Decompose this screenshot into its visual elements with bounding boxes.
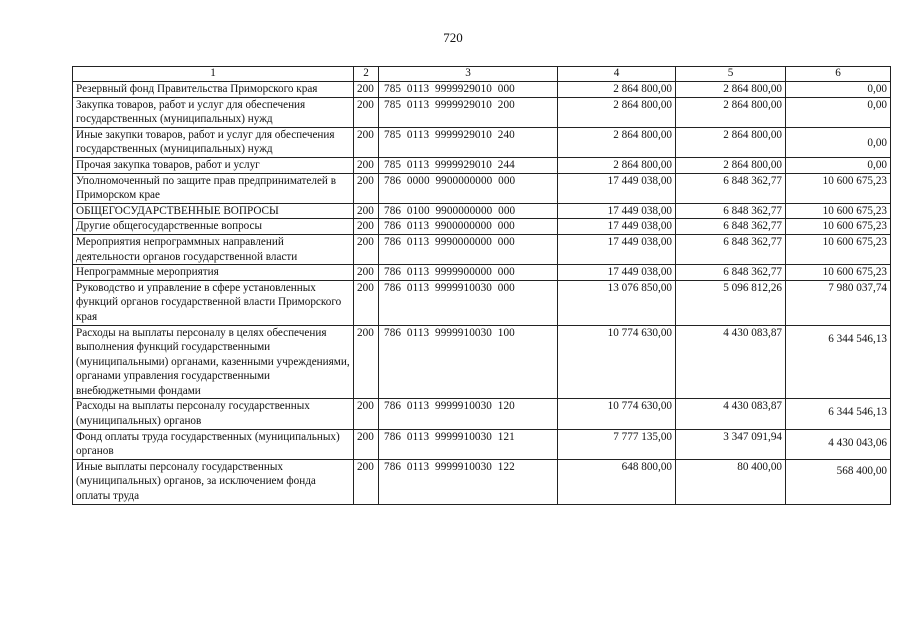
- row-code: 786 0113 9999910030 120: [379, 399, 558, 429]
- header-col-1: 1: [73, 67, 354, 82]
- row-col4: 10 774 630,00: [558, 399, 676, 429]
- row-col4: 10 774 630,00: [558, 325, 676, 399]
- row-code: 786 0000 9900000000 000: [379, 173, 558, 203]
- table-row: [73, 82, 891, 98]
- row-code: 785 0113 9999929010 000: [379, 82, 558, 98]
- row-col6: 10 600 675,23: [786, 173, 891, 203]
- row-section: 200: [354, 203, 379, 219]
- row-col6: 7 980 037,74: [786, 280, 891, 325]
- row-code: 786 0113 9999910030 000: [379, 280, 558, 325]
- row-col6: 0,00: [786, 82, 891, 98]
- row-name: Прочая закупка товаров, работ и услуг: [73, 157, 354, 173]
- row-section: 200: [354, 280, 379, 325]
- table-row: [73, 234, 891, 264]
- row-name: Другие общегосударственные вопросы: [73, 219, 354, 235]
- row-col5: 2 864 800,00: [676, 157, 786, 173]
- table-row: [73, 173, 891, 203]
- row-name: Расходы на выплаты персоналу в целях обеспечения выполнения функций государственными (муниципальными) органами, казенными учреждениями, органами управления государственными внебюджетными фондами: [73, 325, 354, 399]
- row-col6: 6 344 546,13: [786, 399, 891, 429]
- table-row: [73, 157, 891, 173]
- row-section: 200: [354, 325, 379, 399]
- row-section: 200: [354, 429, 379, 459]
- table-row: [73, 265, 891, 281]
- row-col4: 17 449 038,00: [558, 173, 676, 203]
- row-col6: 4 430 043,06: [786, 429, 891, 459]
- row-col5: 3 347 091,94: [676, 429, 786, 459]
- budget-table: [72, 66, 891, 505]
- row-name: Закупка товаров, работ и услуг для обеспечения государственных (муниципальных) нужд: [73, 97, 354, 127]
- row-code: 785 0113 9999929010 244: [379, 157, 558, 173]
- row-col4: 2 864 800,00: [558, 157, 676, 173]
- row-code: 786 0113 9999910030 100: [379, 325, 558, 399]
- row-section: 200: [354, 127, 379, 157]
- row-section: 200: [354, 459, 379, 504]
- header-col-2: 2: [354, 67, 379, 82]
- row-section: 200: [354, 265, 379, 281]
- table-row: [73, 399, 891, 429]
- row-col4: 2 864 800,00: [558, 97, 676, 127]
- row-col6: 10 600 675,23: [786, 219, 891, 235]
- row-col5: 4 430 083,87: [676, 399, 786, 429]
- row-section: 200: [354, 234, 379, 264]
- row-col5: 5 096 812,26: [676, 280, 786, 325]
- header-col-4: 4: [558, 67, 676, 82]
- row-col5: 80 400,00: [676, 459, 786, 504]
- row-col5: 4 430 083,87: [676, 325, 786, 399]
- row-col4: 2 864 800,00: [558, 82, 676, 98]
- row-col5: 6 848 362,77: [676, 203, 786, 219]
- row-code: 786 0113 9999900000 000: [379, 265, 558, 281]
- row-name: Иные выплаты персоналу государственных (муниципальных) органов, за исключением фонда оплаты труда: [73, 459, 354, 504]
- row-col4: 17 449 038,00: [558, 265, 676, 281]
- table-row: [73, 459, 891, 504]
- row-name: Резервный фонд Правительства Приморского края: [73, 82, 354, 98]
- row-col5: 6 848 362,77: [676, 173, 786, 203]
- row-col5: 6 848 362,77: [676, 234, 786, 264]
- row-col6: 0,00: [786, 157, 891, 173]
- row-code: 786 0100 9900000000 000: [379, 203, 558, 219]
- table-row: [73, 127, 891, 157]
- row-col4: 7 777 135,00: [558, 429, 676, 459]
- row-code: 785 0113 9999929010 200: [379, 97, 558, 127]
- row-section: 200: [354, 157, 379, 173]
- row-code: 786 0113 9990000000 000: [379, 234, 558, 264]
- row-code: 785 0113 9999929010 240: [379, 127, 558, 157]
- row-col5: 2 864 800,00: [676, 127, 786, 157]
- table-row: [73, 97, 891, 127]
- header-col-6: 6: [786, 67, 891, 82]
- row-col5: 2 864 800,00: [676, 97, 786, 127]
- row-col6: 6 344 546,13: [786, 325, 891, 399]
- table-row: [73, 429, 891, 459]
- row-col6: 10 600 675,23: [786, 203, 891, 219]
- row-section: 200: [354, 219, 379, 235]
- table-row: [73, 325, 891, 399]
- row-name: Руководство и управление в сфере установленных функций органов государственной власти Приморского края: [73, 280, 354, 325]
- row-name: Расходы на выплаты персоналу государственных (муниципальных) органов: [73, 399, 354, 429]
- row-col6: 10 600 675,23: [786, 265, 891, 281]
- row-code: 786 0113 9999910030 122: [379, 459, 558, 504]
- row-section: 200: [354, 82, 379, 98]
- table-row: [73, 203, 891, 219]
- row-col6: 568 400,00: [786, 459, 891, 504]
- row-name: Фонд оплаты труда государственных (муниципальных) органов: [73, 429, 354, 459]
- row-col4: 17 449 038,00: [558, 219, 676, 235]
- row-col5: 2 864 800,00: [676, 82, 786, 98]
- row-name: Непрограммные мероприятия: [73, 265, 354, 281]
- row-col4: 2 864 800,00: [558, 127, 676, 157]
- row-name: ОБЩЕГОСУДАРСТВЕННЫЕ ВОПРОСЫ: [73, 203, 354, 219]
- page-number: 720: [443, 30, 463, 45]
- row-name: Уполномоченный по защите прав предпринимателей в Приморском крае: [73, 173, 354, 203]
- row-col5: 6 848 362,77: [676, 265, 786, 281]
- row-name: Мероприятия непрограммных направлений деятельности органов государственной власти: [73, 234, 354, 264]
- row-col4: 648 800,00: [558, 459, 676, 504]
- row-col6: 10 600 675,23: [786, 234, 891, 264]
- row-col4: 17 449 038,00: [558, 203, 676, 219]
- row-section: 200: [354, 399, 379, 429]
- row-section: 200: [354, 173, 379, 203]
- row-col6: 0,00: [786, 97, 891, 127]
- row-code: 786 0113 9900000000 000: [379, 219, 558, 235]
- header-row: [73, 67, 891, 82]
- row-col4: 17 449 038,00: [558, 234, 676, 264]
- row-section: 200: [354, 97, 379, 127]
- header-col-3: 3: [379, 67, 558, 82]
- row-name: Иные закупки товаров, работ и услуг для обеспечения государственных (муниципальных) нужд: [73, 127, 354, 157]
- table-row: [73, 280, 891, 325]
- header-col-5: 5: [676, 67, 786, 82]
- row-col5: 6 848 362,77: [676, 219, 786, 235]
- row-col6: 0,00: [786, 127, 891, 157]
- table-row: [73, 219, 891, 235]
- row-code: 786 0113 9999910030 121: [379, 429, 558, 459]
- row-col4: 13 076 850,00: [558, 280, 676, 325]
